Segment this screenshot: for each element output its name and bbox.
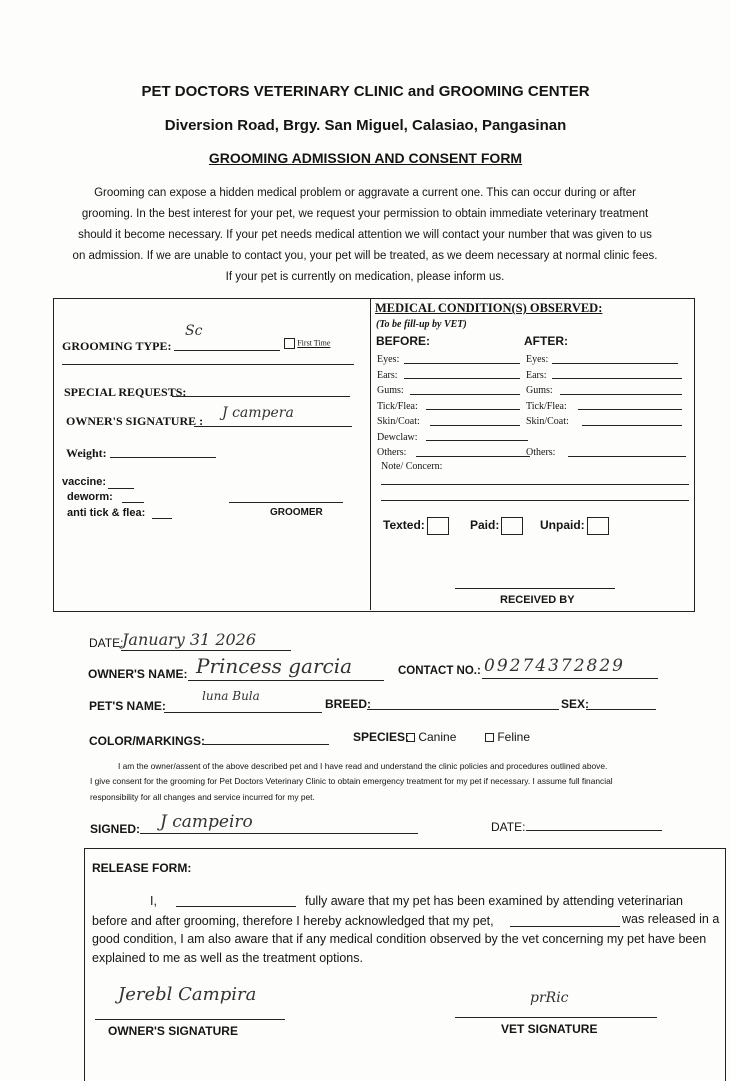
texted-checkbox[interactable] bbox=[427, 517, 449, 535]
before-skin-line[interactable] bbox=[430, 425, 520, 426]
feline-checkbox[interactable] bbox=[485, 733, 494, 742]
after-item: Ears: bbox=[526, 369, 547, 381]
before-item: Others: bbox=[377, 447, 407, 458]
first-time-checkbox[interactable] bbox=[284, 338, 295, 349]
before-item: Dewclaw: bbox=[377, 431, 418, 443]
first-time-label: First Time bbox=[297, 338, 331, 348]
weight-line[interactable] bbox=[110, 457, 216, 458]
after-item: Gums: bbox=[526, 385, 553, 396]
before-label: BEFORE: bbox=[376, 334, 430, 348]
unpaid-checkbox[interactable] bbox=[587, 517, 609, 535]
consent-line: responsibility for all changes and service incurred for my pet. bbox=[90, 792, 315, 802]
received-by-line[interactable] bbox=[455, 588, 615, 589]
box-divider bbox=[370, 298, 371, 610]
before-item: Ears: bbox=[377, 369, 398, 381]
clinic-name: PET DOCTORS VETERINARY CLINIC and GROOMING CENTER bbox=[141, 83, 590, 100]
note-line-1[interactable] bbox=[381, 484, 689, 485]
anti-tick-label: anti tick & flea: bbox=[67, 507, 146, 519]
consent-line: I am the owner/assent of the above described pet and I have read and understand the clinic policies and procedures outlined above. bbox=[118, 761, 608, 771]
canine-checkbox[interactable] bbox=[406, 733, 415, 742]
release-pet-line[interactable] bbox=[510, 926, 620, 927]
owner-signature-line[interactable] bbox=[194, 426, 352, 427]
breed-line[interactable] bbox=[367, 709, 559, 710]
paid-checkbox[interactable] bbox=[501, 517, 523, 535]
color-label: COLOR/MARKINGS: bbox=[89, 734, 205, 748]
vet-sig-value: prRic bbox=[530, 990, 569, 1006]
received-by-label: RECEIVED BY bbox=[500, 594, 575, 606]
signed-date-label: DATE: bbox=[491, 820, 526, 834]
groomer-label: GROOMER bbox=[270, 507, 323, 518]
pet-name-line[interactable] bbox=[164, 712, 322, 713]
after-label: AFTER: bbox=[524, 334, 568, 348]
pet-name-value: luna Bula bbox=[202, 689, 260, 703]
consent-line: I give consent for the grooming for Pet Doctors Veterinary Clinic to obtain emergency treatment for my pet if necessary. I assume full financial bbox=[90, 776, 613, 786]
intro-line: on admission. If we are unable to contact you, your pet will be treated, as we deem necessary at normal clinic fees. bbox=[72, 250, 658, 262]
grooming-type-line[interactable] bbox=[174, 350, 280, 351]
grooming-type-value: Sc bbox=[185, 323, 203, 339]
owner-signature-value: J campera bbox=[222, 405, 294, 421]
signed-value: J campeiro bbox=[160, 812, 253, 832]
after-others-line[interactable] bbox=[568, 456, 686, 457]
release-name-line[interactable] bbox=[176, 906, 296, 907]
sex-label: SEX: bbox=[561, 697, 590, 711]
color-line[interactable] bbox=[203, 744, 329, 745]
after-tick-line[interactable] bbox=[578, 409, 682, 410]
before-dewclaw-line[interactable] bbox=[426, 440, 528, 441]
owner-sig-line[interactable] bbox=[95, 1019, 285, 1020]
date-line[interactable] bbox=[121, 650, 291, 651]
contact-line[interactable] bbox=[482, 678, 658, 679]
date-value: January 31 2026 bbox=[122, 630, 257, 649]
texted-label: Texted: bbox=[383, 518, 425, 533]
after-skin-line[interactable] bbox=[582, 425, 682, 426]
before-item: Skin/Coat: bbox=[377, 416, 420, 427]
grooming-type-extra-line bbox=[62, 364, 354, 365]
intro-line: If your pet is currently on medication, please inform us. bbox=[225, 271, 505, 283]
paid-label: Paid: bbox=[470, 518, 500, 533]
first-time-option[interactable] bbox=[284, 338, 330, 349]
release-p4: explained to me as well as the treatment options. bbox=[92, 951, 363, 965]
anti-tick-line[interactable] bbox=[152, 518, 172, 519]
vaccine-label: vaccine: bbox=[62, 476, 107, 488]
note-label: Note/ Concern: bbox=[381, 461, 443, 472]
after-item: Others: bbox=[526, 447, 556, 458]
signed-label: SIGNED: bbox=[90, 822, 141, 836]
release-p3: good condition, I am also aware that if any medical condition observed by the vet concerning my pet have been bbox=[92, 932, 707, 946]
before-others-line[interactable] bbox=[416, 456, 530, 457]
after-gums-line[interactable] bbox=[560, 394, 682, 395]
release-p2-end: was released in a bbox=[622, 912, 720, 926]
release-p1-end: fully aware that my pet has been examined by attending veterinarian bbox=[305, 894, 684, 908]
unpaid-label: Unpaid: bbox=[540, 518, 585, 533]
vaccine-line[interactable] bbox=[108, 488, 134, 489]
contact-value: 09274372829 bbox=[484, 656, 625, 676]
owner-sig-label: OWNER'S SIGNATURE bbox=[108, 1024, 238, 1038]
owner-name-label: OWNER'S NAME: bbox=[88, 667, 188, 681]
canine-option[interactable] bbox=[406, 730, 456, 744]
before-gums-line[interactable] bbox=[410, 394, 520, 395]
special-requests-line[interactable] bbox=[172, 396, 350, 397]
signed-line[interactable] bbox=[140, 833, 418, 834]
owner-name-value: Princess garcia bbox=[196, 654, 353, 678]
after-ears-line[interactable] bbox=[552, 378, 682, 379]
release-p2-start: before and after grooming, therefore I hereby acknowledged that my pet, bbox=[92, 914, 494, 928]
contact-label: CONTACT NO.: bbox=[398, 665, 481, 677]
form-title: GROOMING ADMISSION AND CONSENT FORM bbox=[208, 150, 523, 166]
intro-line: grooming. In the best interest for your pet, we request your permission to obtain immediate veterinary treatment bbox=[81, 208, 649, 220]
sex-line[interactable] bbox=[586, 709, 656, 710]
deworm-label: deworm: bbox=[67, 491, 113, 503]
weight-label: Weight: bbox=[66, 446, 107, 460]
intro-line: Grooming can expose a hidden medical problem or aggravate a current one. This can occur during or after bbox=[94, 187, 636, 199]
deworm-line[interactable] bbox=[122, 502, 144, 503]
canine-label: Canine bbox=[418, 730, 457, 744]
groomer-line[interactable] bbox=[229, 502, 343, 503]
special-requests-label: SPECIAL REQUESTS: bbox=[64, 385, 187, 399]
before-list bbox=[377, 352, 420, 461]
note-line-2[interactable] bbox=[381, 500, 689, 501]
owner-sig-value: Jerebl Campira bbox=[118, 984, 257, 1005]
after-item bbox=[526, 430, 569, 446]
species-label: SPECIES: bbox=[353, 730, 410, 744]
signed-date-line[interactable] bbox=[526, 830, 662, 831]
unpaid-option[interactable] bbox=[540, 517, 609, 535]
before-eyes-line[interactable] bbox=[404, 363, 520, 364]
after-item: Skin/Coat: bbox=[526, 416, 569, 427]
before-ears-line[interactable] bbox=[404, 378, 520, 379]
feline-label: Feline bbox=[497, 730, 531, 744]
owner-signature-label: OWNER'S SIGNATURE : bbox=[66, 414, 204, 428]
feline-option[interactable] bbox=[485, 730, 530, 744]
before-item: Tick/Flea: bbox=[377, 400, 418, 412]
medical-subheading: (To be fill-up by VET) bbox=[376, 319, 467, 330]
owner-name-line[interactable] bbox=[188, 680, 384, 681]
before-item: Gums: bbox=[377, 385, 404, 396]
intro-paragraph bbox=[40, 183, 690, 288]
intro-line: should it become necessary. If your pet needs medical attention we will contact your number that was given to us bbox=[78, 229, 652, 241]
after-item: Eyes: bbox=[526, 354, 549, 365]
after-list bbox=[526, 352, 569, 461]
medical-heading: MEDICAL CONDITION(S) OBSERVED: bbox=[375, 301, 603, 315]
release-title: RELEASE FORM: bbox=[92, 861, 192, 875]
date-label: DATE: bbox=[89, 636, 124, 650]
after-eyes-line[interactable] bbox=[552, 363, 678, 364]
pet-name-label: PET'S NAME: bbox=[89, 699, 166, 713]
release-p1-start: I, bbox=[150, 894, 157, 908]
vet-sig-line[interactable] bbox=[455, 1017, 657, 1018]
breed-label: BREED: bbox=[325, 697, 372, 711]
paid-option[interactable] bbox=[470, 517, 523, 535]
grooming-type-label: GROOMING TYPE: bbox=[62, 339, 172, 353]
before-item: Eyes: bbox=[377, 354, 400, 365]
texted-option[interactable] bbox=[383, 517, 449, 535]
vet-sig-label: VET SIGNATURE bbox=[501, 1022, 598, 1036]
clinic-address: Diversion Road, Brgy. San Miguel, Calasiao, Pangasinan bbox=[164, 117, 567, 134]
before-tick-line[interactable] bbox=[426, 409, 520, 410]
after-item: Tick/Flea: bbox=[526, 400, 567, 412]
